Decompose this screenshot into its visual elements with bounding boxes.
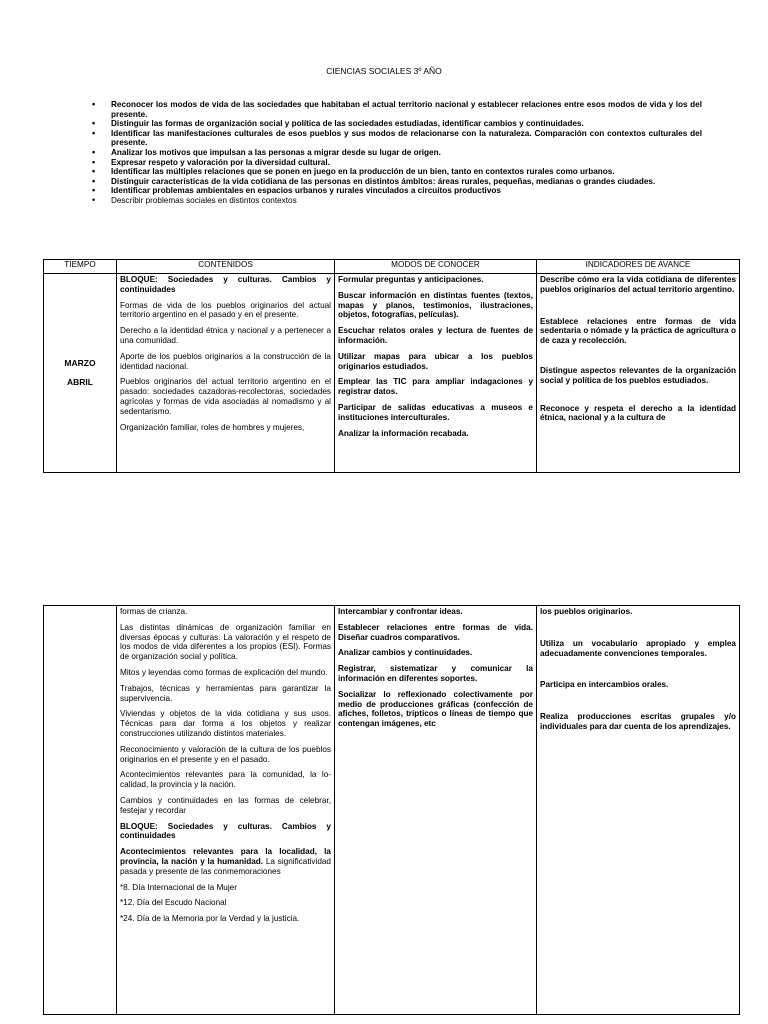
indicator-item: Participa en intercambios orales. [540, 680, 669, 690]
block-heading: BLOQUE: Sociedades y culturas. Cambios y continuidades [120, 275, 331, 294]
indicadores-cell [537, 606, 740, 1015]
method-item: Emplear las TIC para ampliar indagaciones y registrar datos. [338, 377, 533, 397]
objective-item: • Identificar las manifestaciones culturales de esos pueblos y sus modos de relacionarse con la naturaleza. Comparación con contextos culturales del presente. [92, 129, 702, 148]
indicator-item: Describe cómo era la vida cotidiana de diferentes pueblos originarios del actual territorio argentino. [540, 275, 736, 294]
content-item: Pueblos originarios del actual territorio argentino en el pasado: sociedades cazadoras-recolectoras, sociedades agrícolas y formas de vida asociadas al nomadismo y al sedentarismo. [120, 377, 331, 416]
objective-item: • Distinguir las formas de organización social y política de las sociedades estudiadas, identificar cambios y continuidades. [92, 119, 702, 129]
header-tiempo: TIEMPO [44, 260, 117, 274]
objective-item: • Reconocer los modos de vida de las sociedades que habitaban el actual territorio nacional y establecer relaciones entre esos modos de vida y los del presente. [92, 100, 702, 119]
content-item: formas de crianza. [120, 607, 188, 616]
objective-item: • Distinguir características de la vida cotidiana de las personas en distintos ámbitos: áreas rurales, pequeñas, medianas o grandes ciudades. [92, 177, 702, 187]
contenidos-cell [117, 606, 335, 1015]
content-item: Las distintas dinámicas de organización familiar en diversas épocas y culturas. La valoración y el respeto de los modos de vida diferentes a los propios (ESI). Formas de organización social y política. [120, 622, 331, 662]
content-item: Cambios y continuidades en las formas de celebrar, festejar y recordar [120, 795, 331, 815]
ephemeris-item: *8. Día Internacional de la Mujer [120, 882, 237, 892]
indicadores-cell [537, 274, 740, 473]
content-item: Reconocimiento y valoración de la cultura de los pueblos originarios en el presente y en el pasado. [120, 744, 331, 764]
content-item: Trabajos, técnicas y herramientas para garantizar la supervivencia. [120, 683, 331, 703]
content-item: Aporte de los pueblos originarios a la construcción de la identidad nacional. [120, 351, 331, 371]
ephemeris-item: *12. Día del Escudo Nacional [120, 898, 227, 908]
block-heading: BLOQUE: Sociedades y culturas. Cambios y continuidades [120, 821, 331, 841]
indicator-item: los pueblos originarios. [540, 607, 633, 616]
indicator-item: Distingue aspectos relevantes de la organización social y política de los pueblos estudiados. [540, 365, 736, 385]
contenidos-cell [117, 274, 335, 473]
objective-item: • Analizar los motivos que impulsan a las personas a migrar desde su lugar de origen. [92, 148, 702, 158]
method-item: Buscar información en distintas fuentes (textos, mapas y planos, testimonios, ilustraciones, objetos, fotografías, películas). [338, 290, 533, 320]
modos-cell [335, 606, 537, 1015]
content-bold-text: Acontecimientos relevantes para la localidad, la provincia, la nación y la humanidad. [120, 847, 331, 866]
method-item: Socializar lo reflexionado colectivamente por medio de producciones gráficas (confección de afiches, folletos, trípticos o líneas de tiempo que contengan imágenes, etc [338, 689, 533, 729]
method-item: Escuchar relatos orales y lectura de fuentes de información. [338, 326, 533, 345]
method-item: Participar de salidas educativas a museos e instituciones interculturales. [338, 402, 533, 422]
page-title: CIENCIAS SOCIALES 3º AÑO [326, 66, 442, 76]
content-item: Derecho a la identidad étnica y nacional y a pertenecer a una comunidad. [120, 326, 331, 345]
objectives-list [92, 100, 702, 206]
content-item: Acontecimientos relevantes para la comunidad, la lo- calidad, la provincia y la nación. [120, 770, 331, 790]
indicator-item: Reconoce y respeta el derecho a la identidad étnica, nacional y a la cultura de [540, 403, 736, 423]
method-item: Formular preguntas y anticipaciones. [338, 275, 484, 284]
tiempo-cell [44, 606, 117, 1015]
content-item: Viviendas y objetos de la vida cotidiana y sus usos. Técnicas para dar forma a los objetos y realizar construcciones utilizando distintos materiales. [120, 709, 331, 738]
method-item: Analizar la información recabada. [338, 428, 469, 438]
indicator-item: Realiza producciones escritas grupales y/o individuales para dar cuenta de los aprendizajes. [540, 712, 736, 731]
content-item: Organización familiar, roles de hombres y mujeres, [120, 422, 305, 432]
objective-item: • Identificar las múltiples relaciones que se ponen en juego en la producción de un bien, tanto en contextos rurales como urbanos. [92, 167, 702, 177]
objective-item: • Expresar respeto y valoración por la diversidad cultural. [92, 158, 702, 168]
tiempo-cell [44, 274, 117, 473]
content-item: Mitos y leyendas como formas de explicación del mundo. [120, 667, 328, 677]
modos-cell [335, 274, 537, 473]
content-text: La significatividad pasada y presente de las conmemoraciones [120, 856, 331, 876]
objective-item: • Describir problemas sociales en distintos contextos [92, 196, 702, 206]
method-item: Analizar cambios y continuidades. [338, 648, 473, 658]
ephemeris-item: *24. Día de la Memoria por la Verdad y la justicia. [120, 914, 300, 924]
planning-table-page-2 [43, 605, 740, 1015]
month-label: MARZO [64, 358, 96, 368]
method-item: Intercambiar y confrontar ideas. [338, 607, 463, 616]
indicator-item: Utiliza un vocabulario apropiado y emplea adecuadamente convenciones temporales. [540, 638, 736, 658]
content-item [120, 847, 331, 876]
method-item: Utilizar mapas para ubicar a los pueblos originarios estudiados. [338, 351, 533, 371]
content-item: Formas de vida de los pueblos originarios del actual territorio argentino en el pasado y en el presente. [120, 300, 331, 320]
month-label: ABRIL [67, 377, 93, 387]
planning-table-page-1 [43, 259, 740, 473]
objective-item: • Identificar problemas ambientales en espacios urbanos y rurales vinculados a circuitos productivos [92, 186, 702, 196]
method-item: Registrar, sistematizar y comunicar la información en diferentes soportes. [338, 664, 533, 683]
header-contenidos: CONTENIDOS [117, 260, 335, 274]
indicator-item: Establece relaciones entre formas de vida sedentaria o nómade y la práctica de agricultura o de caza y recolección. [540, 316, 736, 346]
method-item: Establecer relaciones entre formas de vida. Diseñar cuadros comparativos. [338, 622, 533, 642]
header-modos: MODOS DE CONOCER [335, 260, 537, 274]
header-indicadores: INDICADORES DE AVANCE [537, 260, 740, 274]
